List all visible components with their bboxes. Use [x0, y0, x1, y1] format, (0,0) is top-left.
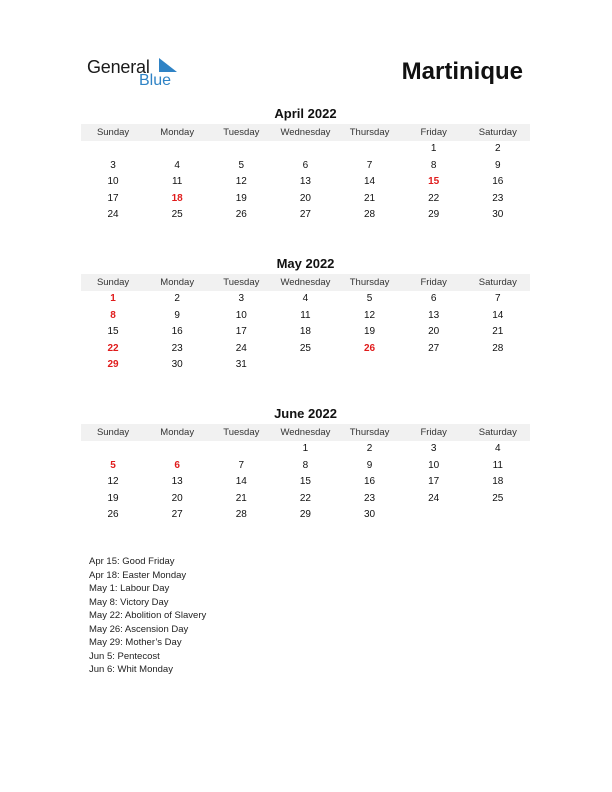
day-cell: 27: [171, 509, 183, 521]
day-cell: 3: [430, 443, 437, 454]
day-cell: 20: [171, 492, 183, 504]
day-cell: 30: [492, 209, 504, 221]
day-cell: 4: [302, 293, 309, 304]
weekday-header: Wednesday: [280, 277, 331, 288]
week-row: [81, 441, 530, 458]
day-cell: 9: [174, 309, 180, 321]
weekday-header: Tuesday: [223, 277, 260, 288]
day-cell: 28: [364, 209, 376, 221]
day-cell: [209, 141, 273, 158]
holiday-day-cell: 22: [107, 342, 119, 354]
day-cell: [338, 357, 402, 374]
day-cell: 18: [299, 326, 311, 338]
weekday-header: Friday: [420, 427, 447, 438]
holiday-day-cell: 8: [110, 309, 116, 321]
holiday-item: May 8: Victory Day: [89, 596, 169, 608]
day-cell: 18: [492, 476, 504, 488]
day-cell: 7: [366, 159, 373, 171]
day-cell: 14: [492, 309, 504, 321]
month-june: [81, 405, 530, 524]
weekday-header: Thursday: [349, 427, 390, 438]
week-row: [81, 491, 530, 508]
day-cell: 10: [107, 176, 119, 188]
weekday-header: Monday: [160, 277, 195, 288]
day-cell: 2: [366, 443, 373, 454]
holiday-day-cell: 18: [171, 192, 183, 204]
weekday-header-row: [81, 124, 530, 141]
day-cell: 3: [110, 159, 116, 171]
weekday-header: Friday: [420, 277, 447, 288]
day-cell: 13: [428, 309, 440, 321]
day-cell: 4: [495, 443, 501, 454]
day-cell: 9: [495, 159, 501, 171]
day-cell: [466, 357, 530, 374]
day-cell: 10: [428, 459, 440, 471]
day-cell: 8: [430, 159, 437, 171]
day-cell: 21: [235, 492, 247, 504]
week-row: [81, 191, 530, 208]
day-cell: [81, 441, 145, 458]
weekday-header: Friday: [420, 127, 447, 138]
day-cell: 31: [235, 359, 247, 371]
holiday-item: Jun 6: Whit Monday: [89, 664, 173, 675]
day-cell: 27: [299, 209, 311, 221]
weekday-header: Thursday: [349, 277, 390, 288]
day-cell: 12: [107, 476, 119, 488]
holiday-day-cell: 5: [110, 459, 116, 471]
day-cell: 26: [235, 209, 247, 221]
weekday-header: Sunday: [96, 127, 130, 138]
week-row: [81, 308, 530, 325]
day-cell: [209, 441, 273, 458]
week-row: [81, 207, 530, 224]
day-cell: 24: [428, 492, 440, 504]
week-row: [81, 474, 530, 491]
day-cell: 17: [107, 192, 119, 204]
holiday-day-cell: 6: [174, 459, 180, 471]
day-cell: 11: [492, 459, 503, 471]
day-cell: 14: [364, 176, 376, 188]
day-cell: 4: [174, 159, 180, 171]
day-cell: 27: [428, 342, 440, 354]
weekday-header-row: [81, 274, 530, 291]
day-cell: 14: [235, 476, 247, 488]
day-cell: 9: [366, 459, 373, 471]
day-cell: 1: [302, 443, 309, 454]
week-row: [81, 341, 530, 358]
weekday-header: Tuesday: [223, 127, 260, 138]
day-cell: 17: [235, 326, 247, 338]
day-cell: 23: [364, 492, 376, 504]
day-cell: 22: [428, 192, 440, 204]
holiday-item: May 22: Abolition of Slavery: [89, 610, 207, 621]
day-cell: 22: [299, 492, 311, 504]
country-title: Martinique: [401, 58, 523, 85]
day-cell: 12: [235, 176, 247, 188]
day-cell: 30: [171, 359, 183, 371]
weekday-header: Sunday: [96, 427, 130, 438]
weekday-header: Wednesday: [280, 127, 331, 138]
logo: [87, 54, 187, 94]
day-cell: 3: [238, 293, 245, 304]
week-row: [81, 174, 530, 191]
holiday-day-cell: 15: [428, 176, 440, 188]
holiday-day-cell: 1: [110, 293, 116, 304]
day-cell: [338, 141, 402, 158]
day-cell: 15: [107, 326, 119, 338]
day-cell: 29: [299, 509, 311, 521]
weekday-header: Tuesday: [223, 427, 260, 438]
day-cell: [145, 441, 209, 458]
day-cell: 28: [492, 342, 504, 354]
day-cell: 26: [107, 509, 119, 521]
month-title: April 2022: [274, 106, 337, 121]
week-row: [81, 507, 530, 524]
day-cell: 13: [299, 176, 311, 188]
day-cell: 15: [299, 476, 311, 488]
day-cell: 6: [302, 159, 309, 171]
weekday-header: Wednesday: [280, 427, 331, 438]
day-cell: 10: [235, 309, 247, 321]
logo-word-blue: Blue: [139, 72, 172, 89]
week-row: [81, 458, 530, 475]
day-cell: [273, 357, 337, 374]
holiday-day-cell: 29: [107, 359, 119, 371]
holiday-item: May 1: Labour Day: [89, 583, 170, 594]
day-cell: 23: [171, 342, 183, 354]
month-title: May 2022: [276, 256, 335, 271]
day-cell: 25: [299, 342, 311, 354]
weekday-header: Saturday: [478, 277, 517, 288]
day-cell: 16: [364, 476, 376, 488]
day-cell: 24: [107, 209, 119, 221]
holiday-item: Apr 18: Easter Monday: [89, 569, 187, 581]
weekday-header: Thursday: [349, 127, 390, 138]
day-cell: [145, 141, 209, 158]
day-cell: 30: [364, 509, 376, 521]
holiday-item: Jun 5: Pentecost: [89, 650, 160, 662]
week-row: [81, 324, 530, 341]
holiday-item: May 29: Mother’s Day: [89, 637, 182, 648]
day-cell: 25: [492, 492, 504, 504]
day-cell: 25: [171, 209, 183, 221]
week-row: [81, 158, 530, 175]
day-cell: 17: [428, 476, 440, 488]
day-cell: 29: [428, 209, 440, 221]
holiday-item: Apr 15: Good Friday: [89, 556, 175, 567]
day-cell: 1: [430, 143, 437, 154]
day-cell: 2: [495, 143, 501, 154]
day-cell: 16: [492, 176, 504, 188]
day-cell: [402, 507, 466, 524]
day-cell: 21: [492, 326, 504, 338]
weekday-header: Saturday: [478, 127, 517, 138]
day-cell: 8: [302, 459, 309, 471]
day-cell: [273, 141, 337, 158]
week-row: [81, 291, 530, 308]
month-april: [81, 105, 530, 224]
weekday-header: Monday: [160, 127, 195, 138]
holiday-list: [89, 555, 206, 677]
month-may: [81, 255, 530, 374]
day-cell: 19: [364, 326, 376, 338]
day-cell: 11: [300, 309, 311, 321]
day-cell: 2: [174, 293, 180, 304]
week-row: [81, 141, 530, 158]
logo-word-general: General: [87, 57, 150, 77]
weekday-header: Saturday: [478, 427, 517, 438]
weekday-header-row: [81, 424, 530, 441]
day-cell: 11: [171, 176, 183, 188]
day-cell: 19: [107, 492, 119, 504]
month-title: June 2022: [274, 406, 337, 421]
day-cell: 23: [492, 192, 504, 204]
logo-triangle-icon: [159, 58, 177, 72]
day-cell: 28: [235, 509, 247, 521]
day-cell: [402, 357, 466, 374]
day-cell: 20: [299, 192, 311, 204]
day-cell: 19: [235, 192, 247, 204]
weekday-header: Sunday: [96, 277, 130, 288]
day-cell: 7: [495, 293, 501, 304]
holiday-item: May 26: Ascension Day: [89, 623, 189, 635]
day-cell: 5: [366, 293, 373, 304]
day-cell: 24: [235, 342, 247, 354]
holiday-day-cell: 26: [364, 342, 376, 354]
day-cell: 7: [238, 459, 245, 471]
day-cell: 16: [171, 326, 183, 338]
day-cell: [81, 141, 145, 158]
day-cell: 13: [171, 476, 183, 488]
day-cell: [466, 507, 530, 524]
weekday-header: Monday: [160, 427, 195, 438]
day-cell: 21: [364, 192, 376, 204]
day-cell: 20: [428, 326, 440, 338]
day-cell: 6: [430, 293, 437, 304]
day-cell: 5: [238, 159, 245, 171]
week-row: [81, 357, 530, 374]
day-cell: 12: [364, 309, 376, 321]
